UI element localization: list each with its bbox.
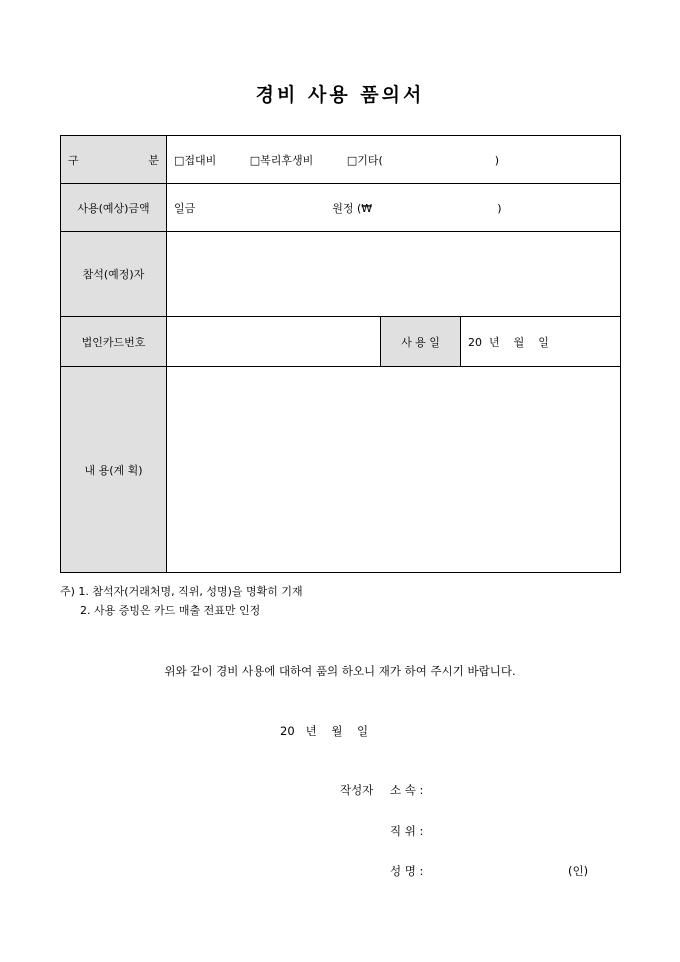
position-label: 직 위 : [390,824,424,838]
document-title: 경비 사용 품의서 [255,84,425,106]
name-label: 성 명 : [390,864,424,878]
note-2: 2. 사용 증빙은 카드 매출 전표만 인정 [80,604,261,617]
amount-field[interactable] [167,184,621,232]
content-field[interactable] [167,367,621,573]
expense-form-table [60,135,621,573]
checkbox-other[interactable]: □기타( [346,153,383,167]
category-label: 구 분 [61,136,167,184]
category-options [167,136,621,184]
row-content [61,367,621,573]
row-card [61,317,621,367]
row-amount [61,184,621,232]
row-attendee [61,232,621,317]
card-label: 법인카드번호 [61,317,167,367]
author-label: 작성자 [340,783,374,797]
checkbox-welfare[interactable]: □복리후생비 [249,153,314,167]
submit-date: 20 년 월 일 [280,724,369,738]
amount-prefix: 일금 [174,201,196,215]
amount-won: 원정 (₩ [332,201,373,215]
amount-label: 사용(예상)금액 [61,184,167,232]
request-text: 위와 같이 경비 사용에 대하여 품의 하오니 재가 하여 주시기 바랍니다. [164,664,516,678]
dept-label: 소 속 : [390,783,424,797]
seal-mark: (인) [568,864,589,878]
attendee-label: 참석(예정)자 [61,232,167,317]
card-number-field[interactable] [167,317,381,367]
row-category [61,136,621,184]
checkbox-entertainment[interactable]: □접대비 [174,153,217,167]
amount-close: ) [497,201,502,215]
use-date-value[interactable]: 20 년 월 일 [461,317,621,367]
note-1: 주) 1. 참석자(거래처명, 직위, 성명)을 명확히 기재 [60,585,303,598]
notes [60,582,303,620]
content-label: 내 용(계 획) [61,367,167,573]
attendee-field[interactable] [167,232,621,317]
use-date-label: 사 용 일 [381,317,461,367]
other-close: ) [494,153,500,167]
